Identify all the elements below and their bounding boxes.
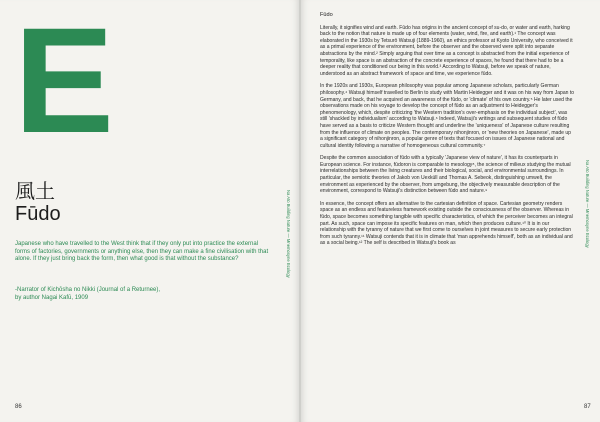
page-number: 86 <box>15 404 22 410</box>
romaji-title: Fūdo <box>15 203 61 225</box>
body-paragraph: Literally, it signifies wind and earth. Fūdo has origins in the ancient concept of su-do, or water and earth, harking back to the notion that nature is made up of four elements (water, wind, fire, and earth).¹ The concept was elaborated in the 1930s by Tetsurō Watsuji (1889-1960), an ethics professor at Kyoto University, who conceived it as a primal experience of the environment, before the observer and the observed were split into separate abstractions by the mind.² Simply arguing that over time as a concept is abstracted from the initial experience of temporality, like space is an abstraction of the concrete experience of spaces, he found that there had to be a deeper reality that conditioned our being in this world.³ According to Watsuji, before we speak of nature, understood as an abstract framework of space and time, we experience fūdo. <box>320 24 573 77</box>
kanji-title: 風土 <box>15 179 55 203</box>
section-heading: Fūdo <box>320 12 333 18</box>
attribution-line: by author Nagai Kafū, 1909 <box>15 294 89 301</box>
body-paragraph: In the 1920s and 1930s, European philosophy was popular among Japanese scholars, particularly German philosophy.⁴ Watsuji himself travelled to Berlin to study with Martin Heidegger and it was on his way from Japan to Germany, and back, that he acquired an awareness of the fūdo, or 'climate' of his own country.⁵ He later used the observations made on his voyage to develop the concept of fūdo as an adjustment to Heidegger's phenomenology, which, despite criticizing 'the Western tradition's over-emphasis on the individual subject', was still 'shackled by individualism' according to Watsuji.⁶ Indeed, Watsuji's writings and subsequent studies of fūdo have served as a basis to criticize Western thought and underline the 'uniqueness' of Japanese culture resulting from the influence of climate on peoples. The contemporary nihonjinron, or 'new theories on Japanese', made up a significant category of nihonjinron, a popular genre of texts that focused on issues of Japanese national and cultural identity following a narrative of homogeneous cultural community.⁷ <box>320 83 575 149</box>
side-label-text: Na Ato Building Nature — Mnemosyne Ecology <box>585 160 590 248</box>
epigraph-quote: Japanese who have travelled to the West think that if they only put into practice the external forms of factories, governments or anything else, then they can make a fine civilisation with that alone. If they just bring back the form, then what good is that without the substance? <box>15 241 269 263</box>
running-side-label <box>580 160 600 390</box>
epigraph-attribution <box>15 287 270 302</box>
left-page <box>0 0 299 422</box>
right-page <box>301 0 600 422</box>
body-paragraph: Despite the common association of fūdo with a typically 'Japanese view of nature', it has its counterparts in European science. For instance, fūdoron is comparable to mesology⁸, the science of milieux studying the mutual interrelationships between the living creatures and their biological, social, and environmental surroundings. In particular, the semiotic theories of Jakob von Uexküll and Thomas A. Sebeok, distinguishing umwelt, the environment as experienced by the observer, from umgebung, the objectively measurable description of the environment, correspond to Watsuji's distinction between fūdo and nature.⁹ <box>320 155 571 195</box>
chapter-letter: E <box>14 0 113 164</box>
side-label-text: Na Ato Building Nature — Mnemosyne Ecology <box>286 190 291 278</box>
page-number: 87 <box>584 404 591 410</box>
body-paragraph: In essence, the concept offers an alternative to the cartesian definition of space. Cartesian geometry renders space as an endless and featureless framework existing outside the consciousness of the observer. Whereas in fūdo, space becomes something tangible with specific characteristics, of which the perceiver becomes an integral part. As such, space can impose its specific features on man, which then produces culture.¹⁰ It is in our relationship with the tyranny of nature that we first come to ourselves in joint measures to secure early protection from such tyranny.¹¹ Watsuji contends that it is in climate that 'man apprehends himself', both as an individual and as a social being.¹² The self is described in Watsuji's book as <box>320 200 573 247</box>
running-side-label <box>281 190 299 420</box>
body-column <box>320 12 575 253</box>
attribution-line: -Narrator of Kichōsha no Nikki (Journal of a Returnee), <box>15 287 161 293</box>
